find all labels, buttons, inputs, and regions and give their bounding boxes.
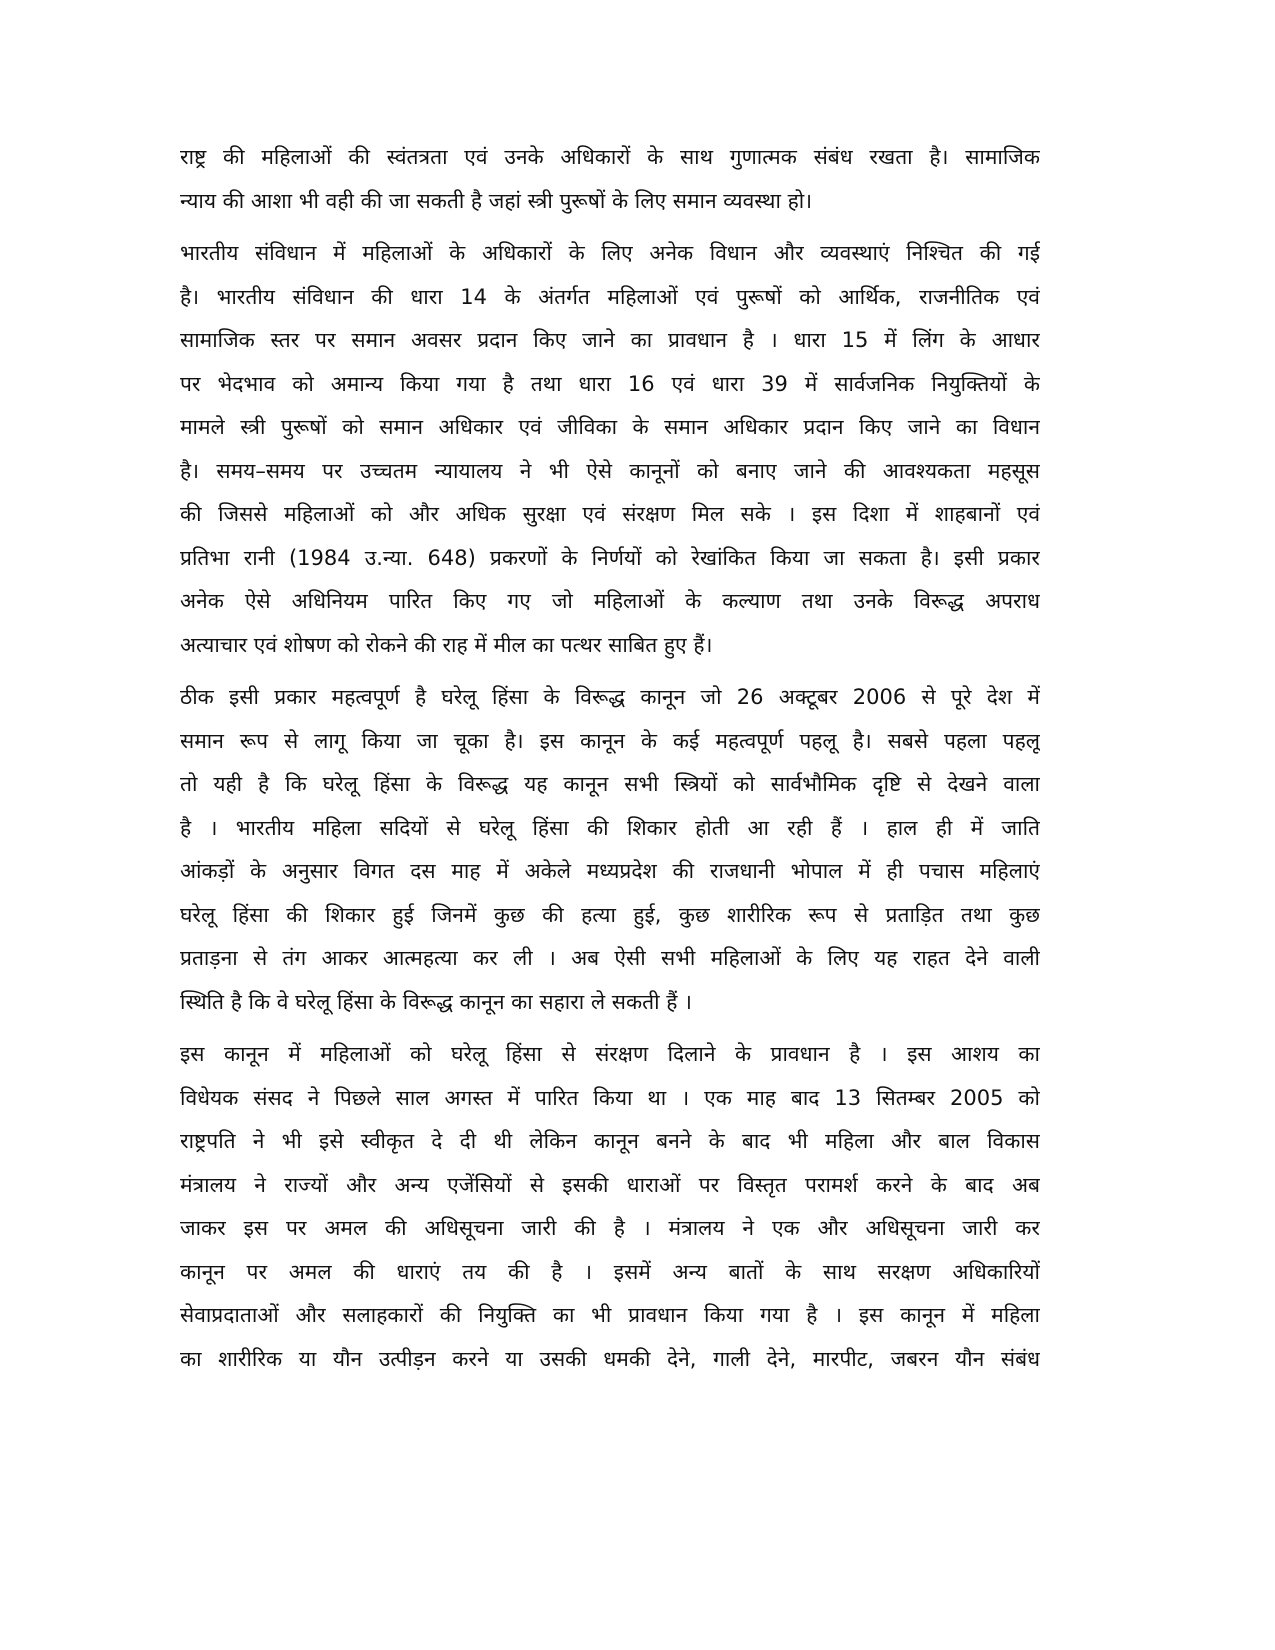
text-line: आंकड़ों के अनुसार विगत दस माह में अकेले मध्यप्रदेश की राजधानी भोपाल में ही पचास महिलाएं bbox=[180, 859, 1040, 883]
text-line: राष्ट्रपति ने भी इसे स्वीकृत दे दी थी लेकिन कानून बनने के बाद भी महिला और बाल विकास bbox=[180, 1129, 1040, 1153]
text-line: भारतीय संविधान में महिलाओं के अधिकारों के लिए अनेक विधान और व्यवस्थाएं निश्चित की गई bbox=[180, 241, 1040, 265]
paragraph-1 bbox=[180, 136, 1040, 223]
text-line: प्रतिभा रानी (1984 उ.न्या. 648) प्रकरणों के निर्णयों को रेखांकित किया जा सकता है। इसी प्रकार bbox=[180, 545, 1040, 570]
paragraph-4 bbox=[180, 1033, 1040, 1381]
text-line: घरेलू हिंसा की शिकार हुई जिनमें कुछ की हत्या हुई, कुछ शारीरिक रूप से प्रताड़ित तथा कुछ bbox=[180, 902, 1040, 927]
text-line: जाकर इस पर अमल की अधिसूचना जारी की है । मंत्रालय ने एक और अधिसूचना जारी कर bbox=[180, 1216, 1040, 1240]
text-line: का शारीरिक या यौन उत्पीड़न करने या उसकी धमकी देने, गाली देने, मारपीट, जबरन यौन संबंध bbox=[180, 1346, 1040, 1371]
text-line: सेवाप्रदाताओं और सलाहकारों की नियुक्ति का भी प्रावधान किया गया है । इस कानून में महिला bbox=[180, 1303, 1040, 1327]
text-line: है। समय–समय पर उच्चतम न्यायालय ने भी ऐसे कानूनों को बनाए जाने की आवश्यकता महसूस bbox=[180, 458, 1040, 483]
text-line: तो यही है कि घरेलू हिंसा के विरूद्ध यह कानून सभी स्त्रियों को सार्वभौमिक दृष्टि से देखने वाला bbox=[180, 772, 1040, 796]
text-line: विधेयक संसद ने पिछले साल अगस्त में पारित किया था । एक माह बाद 13 सितम्बर 2005 को bbox=[180, 1085, 1040, 1110]
text-line: ठीक इसी प्रकार महत्वपूर्ण है घरेलू हिंसा के विरूद्ध कानून जो 26 अक्टूबर 2006 से पूरे देश में bbox=[180, 685, 1040, 709]
text-line: न्याय की आशा भी वही की जा सकती है जहां स्त्री पुरूषों के लिए समान व्यवस्था हो। bbox=[180, 188, 813, 213]
text-line: अत्याचार एवं शोषण को रोकने की राह में मील का पत्थर साबित हुए हैं। bbox=[180, 632, 713, 657]
text-line: सामाजिक स्तर पर समान अवसर प्रदान किए जाने का प्रावधान है । धारा 15 में लिंग के आधार bbox=[180, 328, 1040, 352]
text-line: स्थिति है कि वे घरेलू हिंसा के विरूद्ध कानून का सहारा ले सकती हैं । bbox=[180, 989, 693, 1014]
paragraph-3 bbox=[180, 676, 1040, 1024]
text-line: प्रताड़ना से तंग आकर आत्महत्या कर ली । अब ऐसी सभी महिलाओं के लिए यह राहत देने वाली bbox=[180, 946, 1040, 970]
text-line: मामले स्त्री पुरूषों को समान अधिकार एवं जीविका के समान अधिकार प्रदान किए जाने का विधान bbox=[180, 415, 1040, 439]
text-line: पर भेदभाव को अमान्य किया गया है तथा धारा 16 एवं धारा 39 में सार्वजनिक नियुक्तियों के bbox=[180, 371, 1040, 396]
paragraph-2 bbox=[180, 232, 1040, 667]
text-line: कानून पर अमल की धाराएं तय की है । इसमें अन्य बातों के साथ सरक्षण अधिकारियों bbox=[180, 1259, 1040, 1284]
text-line: इस कानून में महिलाओं को घरेलू हिंसा से संरक्षण दिलाने के प्रावधान है । इस आशय का bbox=[180, 1042, 1040, 1066]
text-line: है। भारतीय संविधान की धारा 14 के अंतर्गत महिलाओं एवं पुरूषों को आर्थिक, राजनीतिक एवं bbox=[180, 284, 1040, 309]
document-body bbox=[180, 136, 1040, 1390]
text-line: मंत्रालय ने राज्यों और अन्य एजेंसियों से इसकी धाराओं पर विस्तृत परामर्श करने के बाद अब bbox=[180, 1172, 1040, 1197]
text-line: है । भारतीय महिला सदियों से घरेलू हिंसा की शिकार होती आ रही हैं । हाल ही में जाति bbox=[180, 815, 1040, 840]
text-line: की जिससे महिलाओं को और अधिक सुरक्षा एवं संरक्षण मिल सके । इस दिशा में शाहबानों एवं bbox=[180, 502, 1040, 526]
text-line: अनेक ऐसे अधिनियम पारित किए गए जो महिलाओं के कल्याण तथा उनके विरूद्ध अपराध bbox=[180, 589, 1040, 613]
text-line: समान रूप से लागू किया जा चूका है। इस कानून के कई महत्वपूर्ण पहलू है। सबसे पहला पहलू bbox=[180, 728, 1040, 753]
text-line: राष्ट्र की महिलाओं की स्वंतत्रता एवं उनके अधिकारों के साथ गुणात्मक संबंध रखता है। सामाजिक bbox=[180, 145, 1040, 169]
